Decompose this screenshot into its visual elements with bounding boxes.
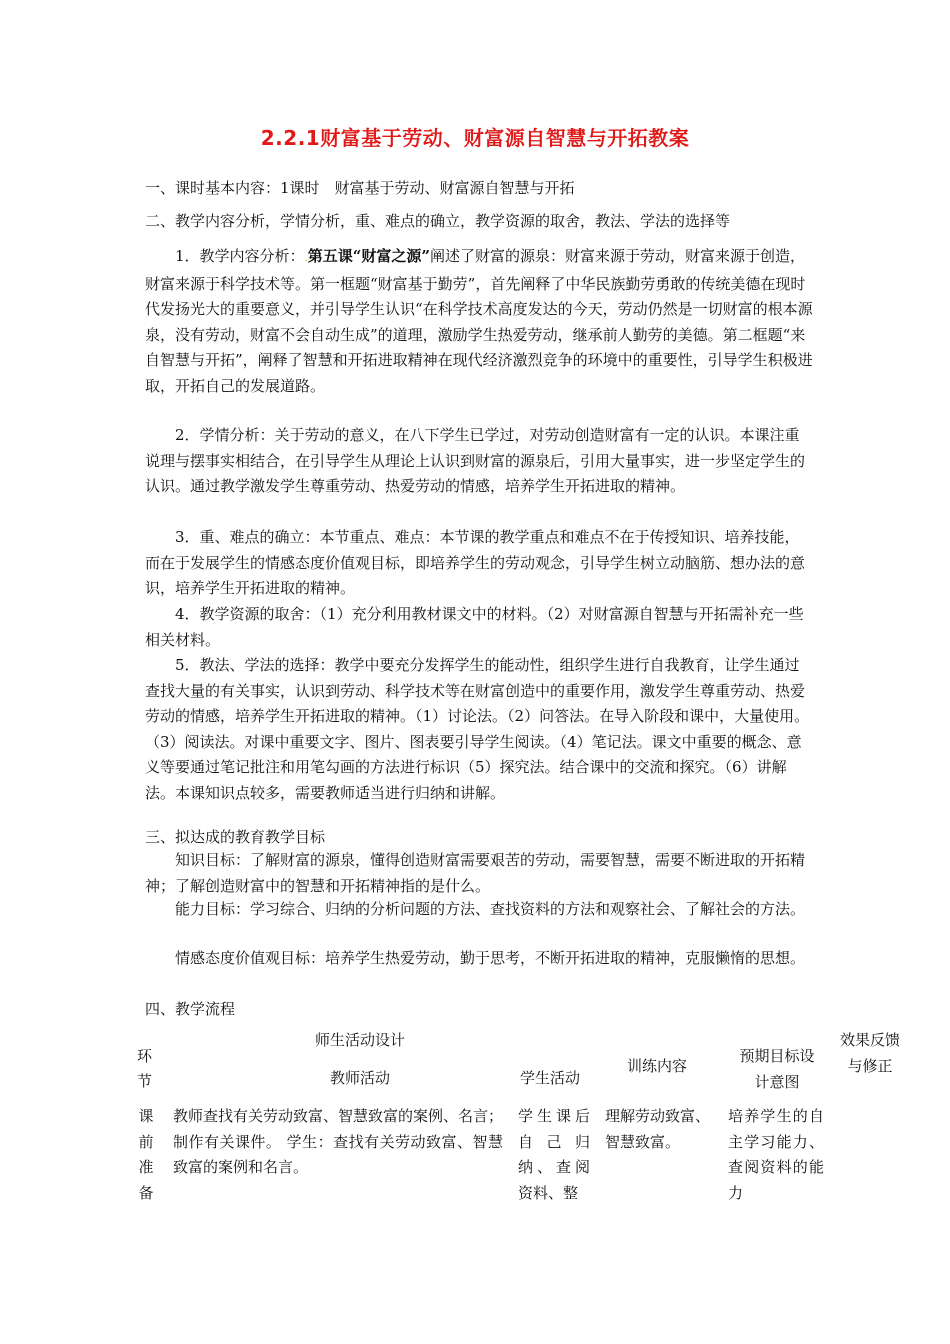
row-student-activity: 学生课后自己归纳、查阅资料、整 <box>518 1107 590 1202</box>
paragraph-student-analysis: 2．学情分析：关于劳动的意义，在八下学生已学过，对劳动创造财富有一定的认识。本课注重说理与摆事实相结合，在引导学生从理论上认识到财富的源泉后，引用大量事实，进一步坚定学生的认识。通过教学激发学生尊重劳动、热爱劳动的情感，培养学生开拓进取的精神。 <box>145 426 806 496</box>
header-student-activity: 学生活动 <box>519 1069 580 1087</box>
header-teacher-activity: 教师活动 <box>329 1069 390 1087</box>
row-expected-goal: 培养学生的自主学习能力、查阅资料的能力 <box>728 1107 824 1202</box>
goal-ability: 能力目标：学习综合、归纳的分析问题的方法、查找资料的方法和观察社会、了解社会的方法。 <box>175 900 806 918</box>
paragraph-prefix: 1．教学内容分析： <box>175 247 305 265</box>
header-stage-1: 环 <box>137 1047 153 1065</box>
mark-dot: . <box>304 253 308 264</box>
header-expected-goal: 预期目标设计意图 <box>739 1047 815 1091</box>
section-4-heading: 四、教学流程 <box>145 1000 236 1018</box>
stage-char: 准 <box>138 1158 154 1177</box>
paragraph-key-points: 3．重、难点的确立：本节重点、难点：本节课的教学重点和难点不在于传授知识、培养技能，而在于发展学生的情感态度价值观目标，即培养学生的劳动观念，引导学生树立动脑筋、想办法的意识，培养学生开拓进取的精神。 <box>145 528 806 598</box>
document-title: 2.2.1财富基于劳动、财富源自智慧与开拓教案 <box>260 126 690 150</box>
stage-char: 课 <box>138 1107 154 1125</box>
goal-knowledge: 知识目标：了解财富的源泉，懂得创造财富需要艰苦的劳动，需要智慧，需要不断进取的开拓精神；了解创造财富中的智慧和开拓精神指的是什么。 <box>145 851 806 895</box>
stage-char: 备 <box>138 1183 154 1202</box>
header-stage-2: 节 <box>137 1072 153 1090</box>
paragraph-methods: 5．教法、学法的选择：教学中要充分发挥学生的能动性，组织学生进行自我教育，让学生通过查找大量的有关事实，认识到劳动、科学技术等在财富创造中的重要作用，激发学生尊重劳动、热爱劳动的情感，培养学生开拓进取的精神。（1）讨论法。（2）问答法。在导入阶段和课中，大量使用。（3）阅读法。对课中重要文字、图片、图表要引导学生阅读。（4）笔记法。课文中重要的概念、意义等要通过笔记批注和用笔勾画的方法进行标识（5）探究法。结合课中的交流和探究。（6）讲解法。本课知识点较多，需要教师适当进行归纳和讲解。 <box>145 656 810 802</box>
section-3-heading: 三、拟达成的教育教学目标 <box>145 828 326 846</box>
section-2-heading: 二、教学内容分析，学情分析，重、难点的确立，教学资源的取舍，教法、学法的选择等 <box>145 212 731 230</box>
row-teacher-activity: 教师查找有关劳动致富、智慧致富的案例、名言；制作有关课件。 学生：查找有关劳动致富、智慧致富的案例和名言。 <box>173 1107 504 1177</box>
section-1-heading: 一、课时基本内容：1课时 财富基于劳动、财富源自智慧与开拓 <box>145 179 575 197</box>
row-stage <box>137 1104 155 1206</box>
paragraph-content-analysis <box>145 244 813 400</box>
paragraph-resources: 4．教学资源的取舍：（1）充分利用教材课文中的材料。（2）对财富源自智慧与开拓需补充一些相关材料。 <box>145 605 804 649</box>
goal-emotion: 情感态度价值观目标：培养学生热爱劳动，勤于思考，不断开拓进取的精神，克服懒惰的思想。 <box>175 949 806 967</box>
lesson-name: 第五课“财富之源” <box>307 247 430 265</box>
row-training-content: 理解劳动致富、智慧致富。 <box>605 1107 711 1151</box>
header-feedback: 效果反馈与修正 <box>840 1031 901 1075</box>
header-activity-design: 师生活动设计 <box>314 1031 405 1049</box>
paragraph-body: 阐述了财富的源泉：财富来源于劳动，财富来源于创造，财富来源于科学技术等。第一框题“财富基于勤劳”，首先阐释了中华民族勤劳勇敢的传统美德在现时代发扬光大的重要意义，并引导学生认识“在科学技术高度发达的今天，劳动仍然是一切财富的根本源泉，没有劳动，财富不会自动生成”的道理，激励学生热爱劳动，继承前人勤劳的美德。第二框题“来自智慧与开拓”，阐释了智慧和开拓进取精神在现代经济激烈竞争的环境中的重要性，引导学生积极进取，开拓自己的发展道路。 <box>145 247 813 395</box>
header-training-content: 训练内容 <box>626 1057 687 1075</box>
stage-char: 前 <box>138 1132 154 1151</box>
